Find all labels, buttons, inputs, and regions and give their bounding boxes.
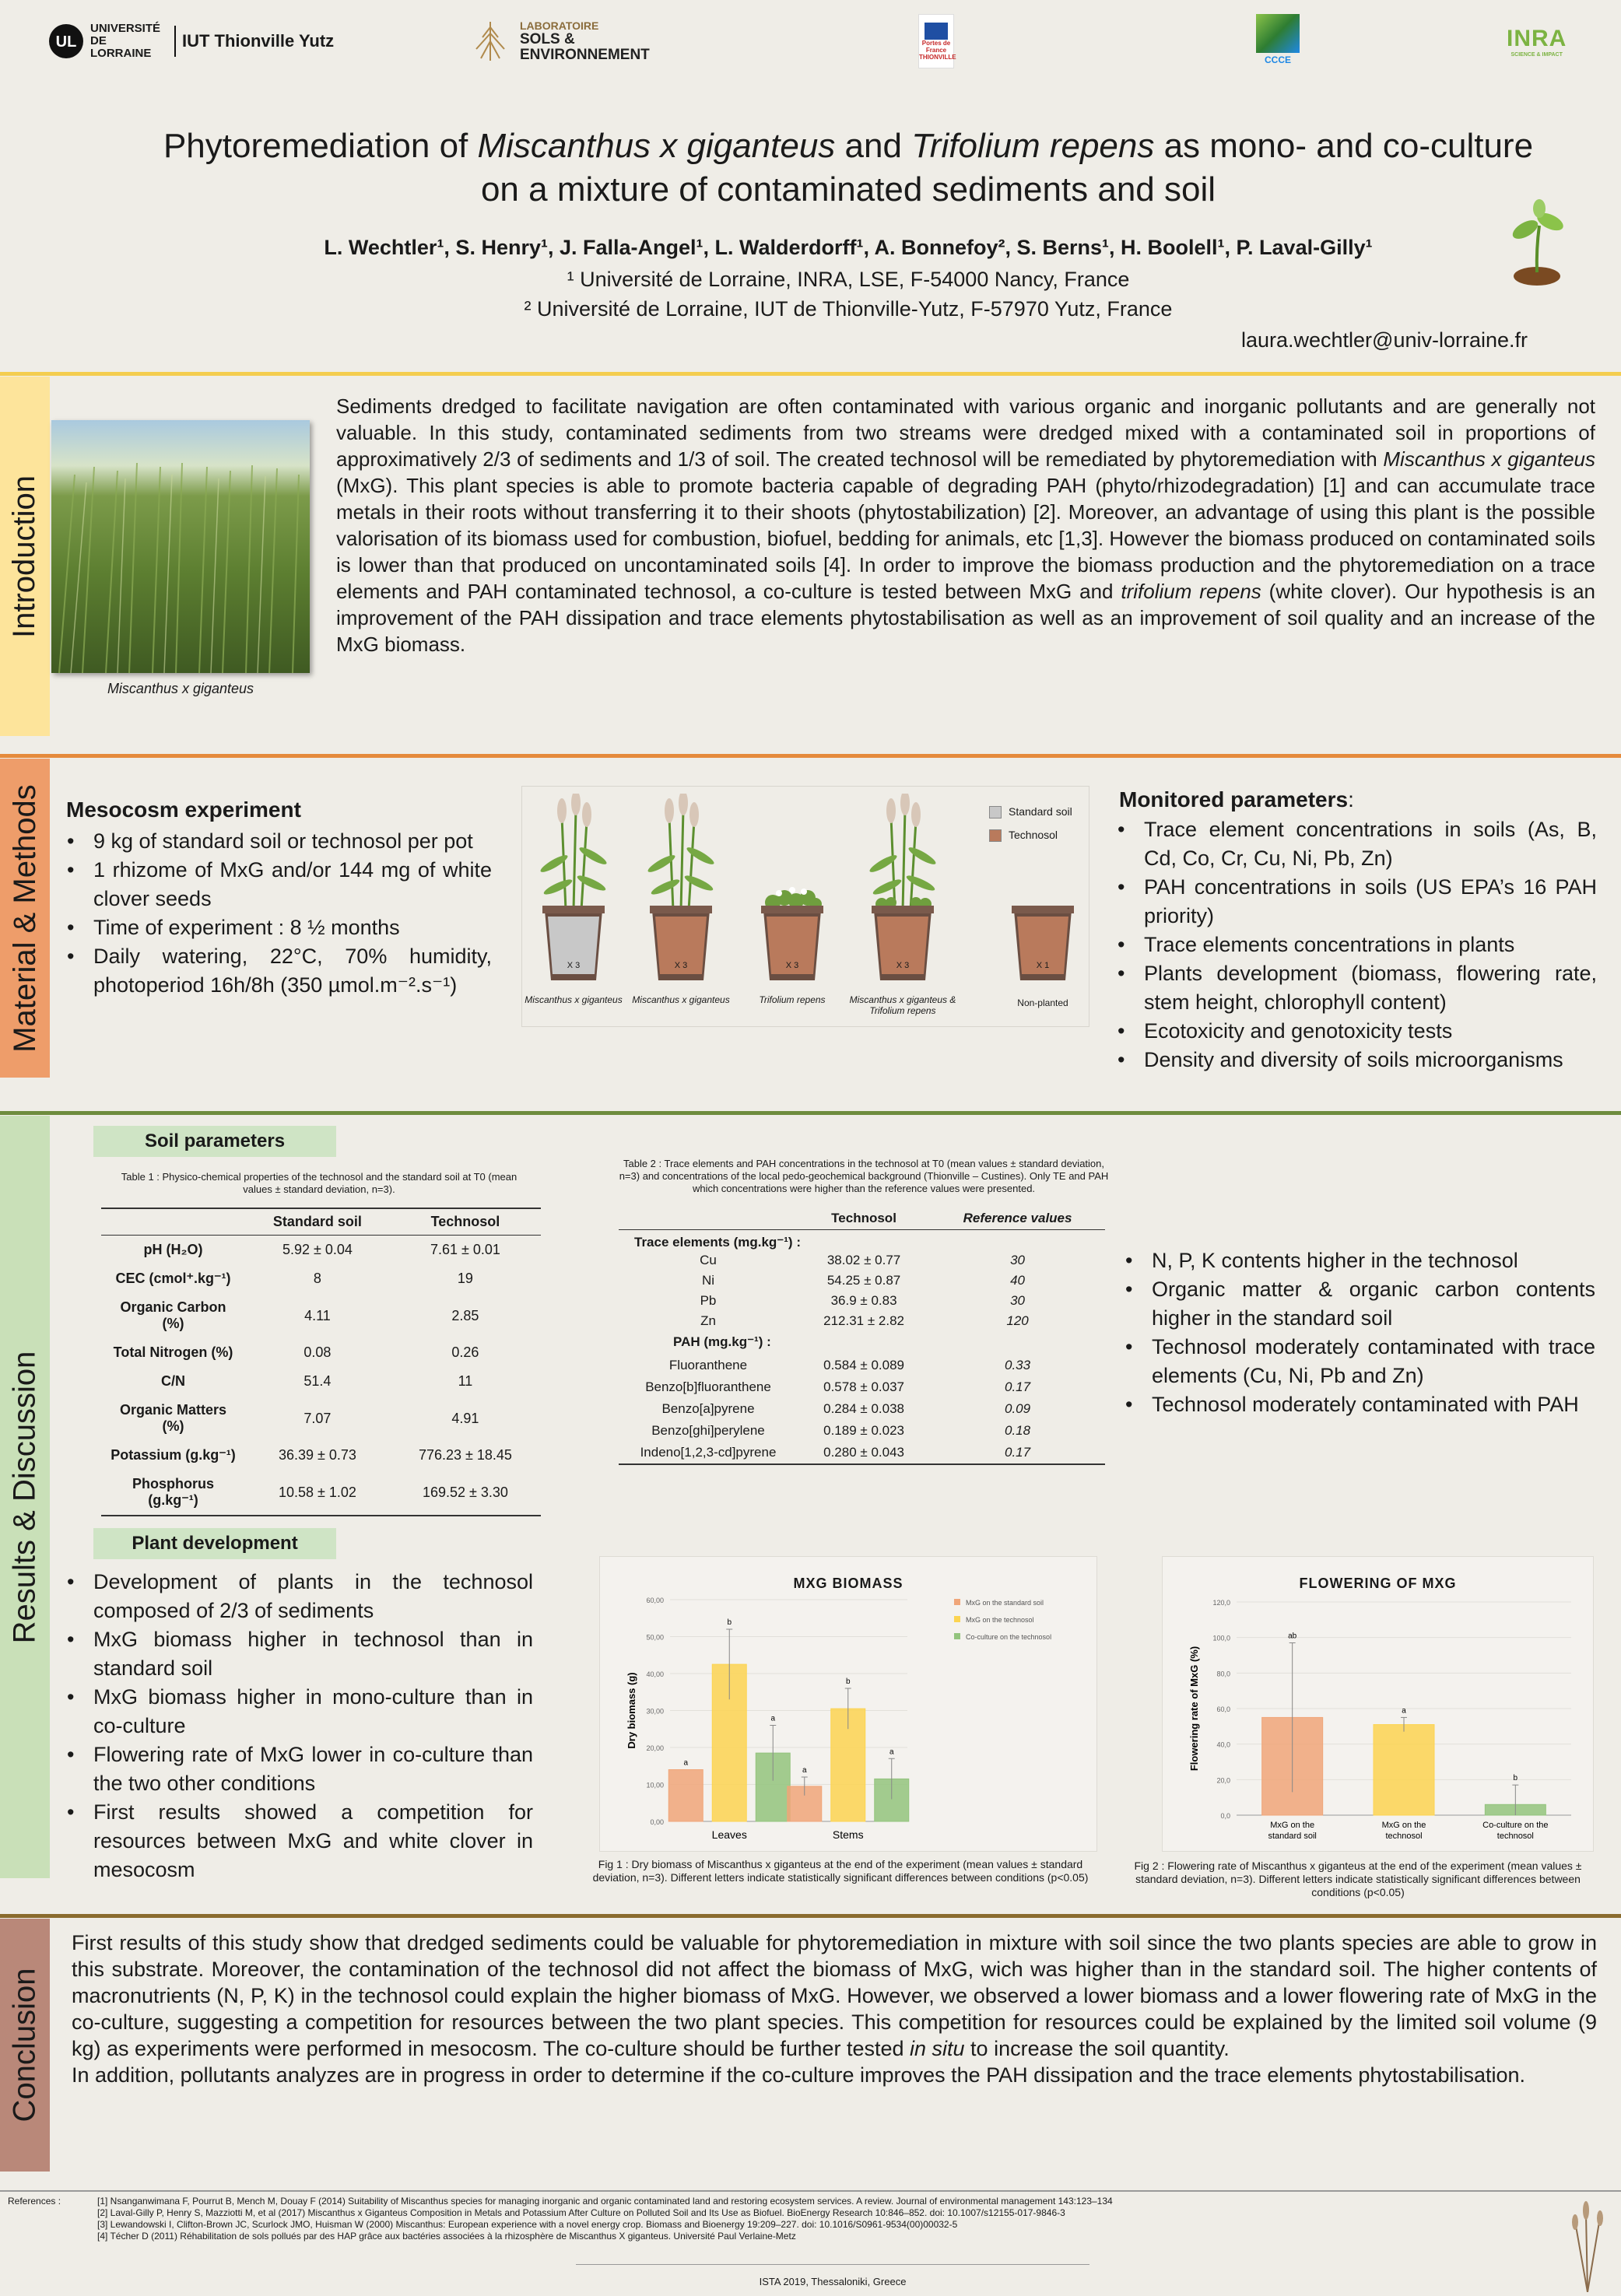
list-item: • Plants development (biomass, flowering rate, stem height, chlorophyll content) [1113, 959, 1597, 1017]
inra-logo: INRA SCIENCE & IMPACT [1507, 25, 1567, 58]
logo-divider [174, 26, 176, 57]
conclusion-text: First results of this study show that dredged sediments could be valuable for phytoremediation in mixture with soil since the two plants species are able to grow in this substrate. Moreover, the contamination of the technosol did not affect the biomass of MxG, wich was higher than in the standard soil. The higher contents of macronutrients (N, P, K) in the technosol could explain the higher biomass of MxG. However, we observed a lower biomass and a lower flowering rate of MxG in the co-culture, suggesting a competition for resources between the two plant species. This competition for resources could be explained by the limited soil volume (9 kg) as experiments were performed in mesocosm. The co-culture should be further tested in situ to increase the soil quantity. In addition, pollutants analyzes are in progress in order to determine if the co-culture improves the PAH dissipation and the trace elements phytostabilisation. [72, 1931, 1597, 2087]
reference-item: [4] Técher D (2011) Réhabilitation de sols pollués par des HAP grâce aux bactéries associées à la rhizosphère de Miscanthus X giganteus. Université Paul Verlaine-Metz [97, 2231, 796, 2242]
affiliation-2: ² Université de Lorraine, IUT de Thionville-Yutz, F-57970 Yutz, France [524, 297, 1173, 321]
mesocosm-heading: Mesocosm experiment [66, 797, 301, 822]
pot-co-culture: X 3 Miscanthus x giganteus & Trifolium repens [860, 794, 946, 984]
lse-logo: LABORATOIRE SOLS & ENVIRONNEMENT [467, 14, 668, 68]
chart2-title: FLOWERING OF MXG [1299, 1576, 1457, 1591]
list-item: • Trace elements concentrations in plants [1113, 931, 1597, 959]
table1: Standard soil Technosol pH (H₂O) 5.92 ± 0.04 7.61 ± 0.01 CEC (cmol⁺.kg⁻¹) 8 19 Organic Carbon (%) 4.11 2.85 Total Nitrogen (%) 0.08 0.26 C/N 51.4 11 Organic Matters (%) 7.07 4.91 Potassium (g.kg⁻¹) 36.39 ± 0.73 776.23 ± 18.45 Phosphorus (g.kg⁻¹) 10.58 ± 1.02 169.52 ± 3.30 [101, 1208, 541, 1516]
significance-letter: a [1402, 1706, 1406, 1716]
reference-item: [1] Nsanganwimana F, Pourrut B, Mench M, Douay F (2014) Suitability of Miscanthus species for managing inorganic and organic contaminated land and restoring ecosystem services. A review. Journal of environmental management 143:123–134 [97, 2196, 1113, 2207]
list-item: • Development of plants in the technosol composed of 2/3 of sediments [62, 1568, 533, 1625]
significance-letter: b [1513, 1774, 1518, 1783]
results-section-label: Results & Discussion [7, 1351, 42, 1643]
table-row: Phosphorus (g.kg⁻¹) 10.58 ± 1.02 169.52 ± 3.30 [132, 1476, 508, 1508]
fig1-caption: Fig 1 : Dry biomass of Miscanthus x giganteus at the end of the experiment (mean values ± standard deviation, n=3). Different letters indicate statistically significant differences between conditions (p<0.05) [592, 1858, 1089, 1884]
y-tick-label: 80,0 [1216, 1670, 1230, 1678]
table-row: Benzo[b]fluoranthene 0.578 ± 0.037 0.17 [645, 1379, 1031, 1394]
mesocosm-list [62, 827, 492, 1000]
mxg-flowering-chart [1162, 1556, 1594, 1852]
intro-section-label: Introduction [7, 475, 42, 638]
methods-section-label: Material & Methods [7, 783, 42, 1053]
x-tick-label: standard soil [1268, 1832, 1317, 1841]
x-tick-label: Co-culture on the [1482, 1821, 1549, 1830]
significance-letter: a [889, 1747, 894, 1757]
miscanthus-photo [51, 420, 310, 673]
list-item: • Daily watering, 22°C, 70% humidity, photoperiod 16h/8h (350 µmol.m⁻².s⁻¹) [62, 942, 492, 1000]
pot-non-planted: X 1 Non-planted [1000, 794, 1086, 984]
reference-item: [2] Laval-Gilly P, Henry S, Mazziotti M, et al (2017) Miscanthus x Giganteus Composition in Metals and Potassium After Culture on Polluted Soil and Its Use as Biofuel. BioEnergy Research 10:846–852. doi: 10.1007/s12155-017-9846-3 [97, 2207, 1065, 2218]
y-tick-label: 20,00 [646, 1744, 664, 1752]
y-tick-label: 60,00 [646, 1597, 664, 1604]
footer-rule [576, 2264, 1089, 2265]
significance-letter: ab [1288, 1632, 1297, 1641]
y-axis-label: Flowering rate of MxG (%) [1188, 1646, 1200, 1772]
table-row: Fluoranthene 0.584 ± 0.089 0.33 [668, 1358, 1031, 1372]
monitored-heading: Monitored parameters: [1119, 787, 1354, 811]
conclusion-section-label: Conclusion [7, 1968, 42, 2122]
x-tick-label: technosol [1385, 1832, 1423, 1841]
table-row: Organic Matters (%) 7.07 4.91 [119, 1402, 479, 1434]
reference-item: [3] Lewandowski I, Clifton-Brown JC, Scurlock JMO, Huisman W (2000) Miscanthus: European experience with a novel energy crop. Biomass and Bioenergy 19:209–227. doi: 10.1016/S0961-9534(00)00032-5 [97, 2219, 958, 2230]
table-row: Potassium (g.kg⁻¹) 36.39 ± 0.73 776.23 ± 18.45 [111, 1447, 512, 1463]
table-row: pH (H₂O) 5.92 ± 0.04 7.61 ± 0.01 [143, 1242, 500, 1257]
plant-findings-list [62, 1568, 533, 1884]
significance-letter: a [802, 1766, 807, 1775]
significance-letter: a [770, 1714, 776, 1723]
table-row: Zn 212.31 ± 2.82 120 [700, 1313, 1029, 1328]
y-tick-label: 40,0 [1216, 1740, 1230, 1749]
bar [1374, 1725, 1434, 1815]
legend-label: Co-culture on the technosol [966, 1633, 1052, 1641]
list-item: • 9 kg of standard soil or technosol per pot [62, 827, 492, 856]
legend-label: MxG on the technosol [966, 1616, 1034, 1624]
table2-caption: Table 2 : Trace elements and PAH concentrations in the technosol at T0 (mean values ± standard deviation, n=3) and concentrations of the local pedo-geochemical background (Thionville – Custines). Only TE and PAH which concentrations were higher than the reference values were presented. [619, 1158, 1109, 1194]
flag-blue-icon [925, 23, 948, 40]
references-label: References : [8, 2196, 61, 2207]
sprout-icon [1502, 195, 1572, 288]
universite-lorraine-logo: UL UNIVERSITÉ DE LORRAINE IUT Thionville Yutz [48, 14, 334, 68]
legend-swatch [954, 1599, 960, 1605]
list-item: • Density and diversity of soils microorganisms [1113, 1046, 1597, 1074]
y-tick-label: 120,0 [1212, 1599, 1230, 1607]
intro-text: Sediments dredged to facilitate navigation are often contaminated with various organic and inorganic pollutants and are generally not valuable. In this study, contaminated sediments from two streams were dredged mixed with a contaminated soil in proportions of approximatively 2/3 of sediments and 1/3 of soil. The created technosol will be remediated by phytoremediation with Miscanthus x giganteus (MxG). This plant species is able to promote bacteria capable of degrading PAH (phyto/rhizodegradation) [1] and can accumulate trace metals in their roots without transferring it to their shoots (phytostabilization) [2]. Moreover, an advantage of using this plant is the possible valorisation of its biomass used for combustion, biofuel, bedding for animals, etc [1,3]. However the biomass produced on contaminated soils is lower than that produced on uncontaminated soils [4]. In order to improve the biomass production and the phytoremediation on a trace elements and PAH contaminated technosol, a co-culture is tested between MxG and trifolium repens (white clover). Our hypothesis is an improvement of the PAH dissipation and trace elements phytostabilisation as well as an improvement of soil quality and an increase of the MxG biomass. [336, 394, 1596, 656]
table-row: CEC (cmol⁺.kg⁻¹) 8 19 [115, 1271, 473, 1286]
y-axis-label: Dry biomass (g) [626, 1672, 637, 1749]
significance-letter: a [683, 1758, 689, 1768]
references-divider [0, 2190, 1621, 2192]
pot-mxg-technosol: X 3 Miscanthus x giganteus [638, 794, 724, 984]
x-tick-label: MxG on the [1270, 1821, 1315, 1830]
table1-caption: Table 1 : Physico-chemical properties of the technosol and the standard soil at T0 (mean values ± standard deviation, n=3). [121, 1171, 518, 1195]
ccce-emblem-icon [1256, 14, 1300, 53]
y-tick-label: 100,0 [1212, 1634, 1230, 1642]
chart1-svg [600, 1557, 1098, 1853]
list-item: • Time of experiment : 8 ½ months [62, 913, 492, 942]
pot-mxg-standard: X 3 Miscanthus x giganteus [531, 794, 616, 984]
portes-de-france-logo: Portes de France THIONVILLE [918, 14, 954, 68]
mxg-biomass-chart [599, 1556, 1097, 1852]
table2: Technosol Reference values Trace elements (mg.kg⁻¹) : Cu 38.02 ± 0.77 30 Ni 54.25 ± 0.87 40 Pb 36.9 ± 0.83 30 Zn 212.31 ± 2.82 120 PAH (mg.kg⁻¹) : Fluoranthene 0.584 ± 0.089 0.33 Benzo[b]fluoranthene 0.578 ± 0.037 0.17 Benzo[a]pyrene 0.284 ± 0.038 0.09 Benzo[ghi]perylene 0.189 ± 0.023 0.18 Indeno[1,2,3-cd]pyrene 0.280 ± 0.043 0.17 [619, 1208, 1105, 1465]
y-tick-label: 10,00 [646, 1781, 664, 1789]
poster-title: Phytoremediation of Miscanthus x giganteus and Trifolium repens as mono- and co-culture on a mixture of contaminated sediments and soil [163, 127, 1534, 209]
y-tick-label: 30,00 [646, 1707, 664, 1716]
x-tick-label: MxG on the [1381, 1821, 1426, 1830]
contact-email[interactable]: laura.wechtler@univ-lorraine.fr [1240, 328, 1528, 352]
soil-findings-list [1121, 1246, 1595, 1419]
pot-clover: X 3 Trifolium repens [749, 794, 835, 984]
table-row: Total Nitrogen (%) 0.08 0.26 [113, 1344, 479, 1360]
significance-letter: b [727, 1618, 732, 1627]
iut-logo-text: IUT Thionville Yutz [182, 31, 335, 51]
y-tick-label: 0,00 [650, 1818, 664, 1826]
chart2-svg [1163, 1557, 1595, 1853]
list-item: • PAH concentrations in soils (US EPA’s 16 PAH priority) [1113, 873, 1597, 931]
y-tick-label: 50,00 [646, 1633, 664, 1642]
significance-letter: b [845, 1677, 851, 1686]
plant-development-pill: Plant development [93, 1528, 336, 1559]
table-row: Pb 36.9 ± 0.83 30 [700, 1293, 1026, 1308]
monitored-list [1113, 815, 1597, 1074]
soil-parameters-pill: Soil parameters [93, 1126, 336, 1157]
x-tick-label: Stems [832, 1828, 864, 1841]
list-item: • Ecotoxicity and genotoxicity tests [1113, 1017, 1597, 1046]
list-item: • MxG biomass higher in technosol than in standard soil [62, 1625, 533, 1683]
x-tick-label: Leaves [711, 1828, 747, 1841]
table-row: Ni 54.25 ± 0.87 40 [701, 1273, 1026, 1288]
list-item: • Flowering rate of MxG lower in co-culture than the two other conditions [62, 1740, 533, 1798]
legend-swatch [954, 1633, 960, 1639]
authors: L. Wechtler¹, S. Henry¹, J. Falla-Angel¹, L. Walderdorff¹, A. Bonnefoy², S. Berns¹, H. Boolell¹, P. Laval-Gilly¹ [324, 236, 1373, 259]
bar [668, 1770, 703, 1822]
legend-swatch [954, 1616, 960, 1622]
results-divider [0, 1111, 1621, 1115]
y-tick-label: 60,0 [1216, 1705, 1230, 1713]
intro-divider [0, 372, 1621, 376]
table-row: Benzo[ghi]perylene 0.189 ± 0.023 0.18 [651, 1423, 1031, 1438]
list-item: • Technosol moderately contaminated with PAH [1121, 1390, 1595, 1419]
x-tick-label: technosol [1496, 1832, 1534, 1841]
fig2-caption: Fig 2 : Flowering rate of Miscanthus x giganteus at the end of the experiment (mean values ± standard deviation, n=3). Different letters indicate statistically significant differences between conditions (p<0.05) [1134, 1860, 1582, 1898]
roots-icon [467, 18, 514, 65]
list-item: • MxG biomass higher in mono-culture than in co-culture [62, 1683, 533, 1740]
legend-label: MxG on the standard soil [966, 1599, 1044, 1607]
grass-icon [1564, 2199, 1611, 2292]
photo-caption: Miscanthus x giganteus [107, 681, 254, 696]
references-list [97, 2196, 1498, 2242]
list-item: • N, P, K contents higher in the technosol [1121, 1246, 1595, 1275]
y-tick-label: 40,00 [646, 1670, 664, 1678]
table-row: Indeno[1,2,3-cd]pyrene 0.280 ± 0.043 0.17 [640, 1445, 1031, 1460]
list-item: • Trace element concentrations in soils (As, B, Cd, Co, Cr, Cu, Ni, Pb, Zn) [1113, 815, 1597, 873]
footer-venue: ISTA 2019, Thessaloniki, Greece [759, 2276, 907, 2287]
affiliation-1: ¹ Université de Lorraine, INRA, LSE, F-54000 Nancy, France [567, 268, 1130, 291]
y-tick-label: 20,0 [1216, 1776, 1230, 1785]
conclusion-divider [0, 1914, 1621, 1918]
legend-standard-label: Standard soil [1009, 805, 1072, 818]
list-item: • 1 rhizome of MxG and/or 144 mg of white clover seeds [62, 856, 492, 913]
ul-circle-icon [48, 23, 84, 59]
legend-technosol-label: Technosol [1009, 829, 1058, 841]
table-row: Organic Carbon (%) 4.11 2.85 [120, 1299, 479, 1331]
chart1-title: MXG BIOMASS [793, 1576, 903, 1591]
list-item: • Technosol moderately contaminated with trace elements (Cu, Ni, Pb and Zn) [1121, 1333, 1595, 1390]
table-row: Benzo[a]pyrene 0.284 ± 0.038 0.09 [661, 1401, 1031, 1416]
methods-divider [0, 754, 1621, 758]
ccce-logo: CCCE [1254, 14, 1301, 68]
list-item: • Organic matter & organic carbon contents higher in the standard soil [1121, 1275, 1595, 1333]
list-item: • First results showed a competition for resources between MxG and white clover in mesocosm [62, 1798, 533, 1884]
svg-text:UL: UL [55, 33, 77, 51]
table-row: Cu 38.02 ± 0.77 30 [700, 1253, 1026, 1267]
table-row: C/N 51.4 11 [161, 1373, 473, 1389]
y-tick-label: 0,0 [1220, 1812, 1230, 1820]
